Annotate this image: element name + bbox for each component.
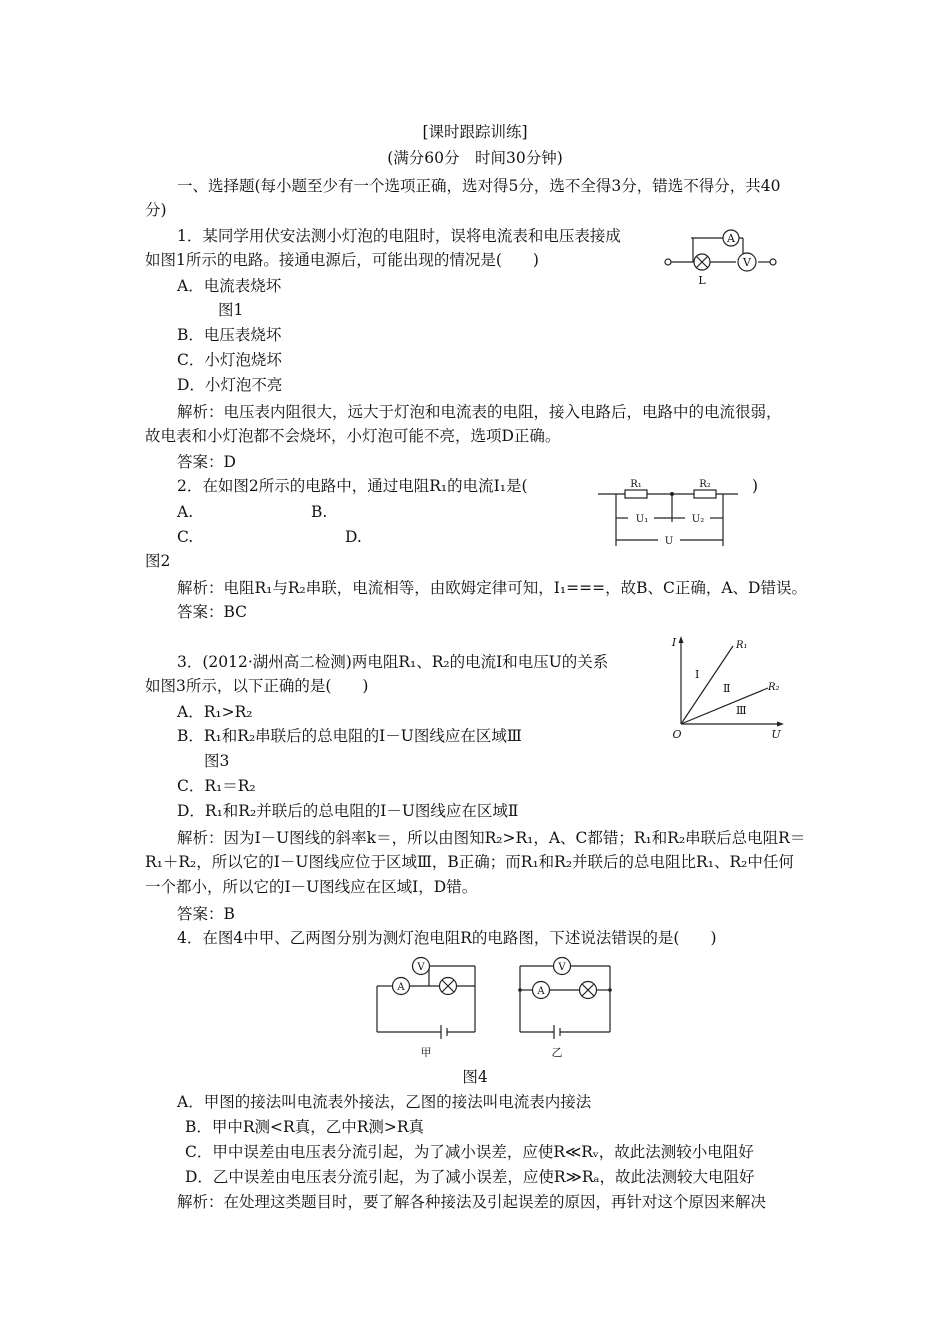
q4-option-c: C．甲中误差由电压表分流引起，为了减小误差，应使R≪Rᵥ，故此法测较小电阻好 (185, 1143, 754, 1161)
axis-u-label: U (771, 728, 781, 741)
voltmeter-jia-label: V (417, 962, 425, 973)
q3-figure-caption: 图3 (204, 752, 230, 770)
q3-option-d: D．R₁和R₂并联后的总电阻的I－U图线应在区域Ⅱ (177, 802, 519, 820)
circuit-yi-label: 乙 (551, 1046, 563, 1059)
voltmeter-jia-icon (413, 958, 430, 975)
figure-2-circuit (598, 476, 748, 548)
origin-label: O (672, 728, 682, 741)
q4-option-d: D．乙中误差由电压表分流引起，为了减小误差，应使R≫Rₐ，故此法测较大电阻好 (185, 1168, 755, 1186)
axis-i-label: I (671, 636, 677, 649)
q4-explanation: 解析：在处理这类题目时，要了解各种接法及引起误差的原因，再针对这个原因来解决 (177, 1193, 767, 1211)
q1-explanation-cont: 故电表和小灯泡都不会烧坏，小灯泡可能不亮，选项D正确。 (145, 427, 561, 445)
figure-3-iu-graph (668, 632, 788, 742)
q3-explanation-cont2: 一个都小，所以它的I－U图线应在区域Ⅰ，D错。 (145, 878, 478, 896)
ammeter-jia-icon (393, 978, 410, 995)
figure-1-circuit (660, 222, 780, 288)
u-label: U (664, 536, 674, 547)
lamp-label: L (698, 274, 706, 287)
q1-figure-caption: 图1 (218, 301, 244, 319)
q2-explanation: 解析：电阻R₁与R₂串联，电流相等，由欧姆定律可知，I₁===，故B、C正确，A、D错误。 (177, 579, 807, 597)
lamp-icon (694, 254, 710, 270)
q3-answer: 答案：B (177, 905, 235, 923)
q2-option-d: D. (345, 528, 362, 546)
q1-option-a: A．电流表烧坏 (177, 277, 282, 295)
q3-option-b: B．R₁和R₂串联后的总电阻的I－U图线应在区域Ⅲ (177, 727, 522, 745)
q3-explanation: 解析：因为I－U图线的斜率k＝，所以由图知R₂>R₁，A、C都错；R₁和R₂串联后总电阻R＝ (177, 829, 806, 847)
circuit-jia (377, 958, 475, 1060)
q2-stem-close: ) (752, 477, 759, 495)
q4-stem: 4．在图4中甲、乙两图分别为测灯泡电阻R的电路图，下述说法错误的是( ) (177, 929, 717, 947)
q1-stem: 1．某同学用伏安法测小灯泡的电阻时，误将电流表和电压表接成 (177, 227, 621, 245)
q1-stem-cont: 如图1所示的电路。接通电源后，可能出现的情况是( ) (145, 251, 539, 269)
q1-option-b: B．电压表烧坏 (177, 326, 282, 344)
ammeter-yi-icon (533, 982, 550, 999)
section-heading: 一、选择题(每小题至少有一个选项正确，选对得5分，选不全得3分，错选不得分，共40 (177, 177, 781, 195)
resistor-r1-icon (625, 479, 647, 498)
voltmeter-yi-label: V (558, 962, 566, 973)
q1-answer: 答案：D (177, 453, 236, 471)
q3-stem: 3．(2012·湖州高二检测)两电阻R₁、R₂的电流I和电压U的关系 (177, 653, 609, 671)
q1-option-d: D．小灯泡不亮 (177, 376, 283, 394)
ammeter-yi-label: A (537, 986, 545, 997)
voltmeter-label: V (743, 256, 751, 269)
voltmeter-yi-icon (554, 958, 571, 975)
q1-option-c: C．小灯泡烧坏 (177, 351, 282, 369)
q3-option-c: C．R₁＝R₂ (177, 777, 256, 795)
region-1-label: Ⅰ (695, 668, 700, 681)
lamp-jia-icon (440, 978, 457, 995)
r1-label: R₁ (630, 479, 642, 490)
page-title: [课时跟踪训练] (422, 123, 528, 141)
u1-label: U₁ (635, 514, 649, 525)
r2-curve-label: R₂ (768, 682, 780, 693)
q2-option-b: B. (311, 503, 328, 521)
q2-figure-caption: 图2 (145, 552, 171, 570)
q2-answer: 答案：BC (177, 603, 248, 621)
q4-option-b: B．甲中R测<R真，乙中R测>R真 (185, 1118, 425, 1136)
q2-stem: 2．在如图2所示的电路中，通过电阻R₁的电流I₁是( (177, 477, 528, 495)
lamp-yi-icon (580, 982, 597, 999)
q3-option-a: A．R₁>R₂ (177, 703, 253, 721)
figure-4-circuits (370, 952, 620, 1062)
ammeter-jia-label: A (397, 982, 405, 993)
r2-label: R₂ (699, 479, 711, 490)
page-subtitle: (满分60分 时间30分钟) (387, 149, 563, 167)
u2-label: U₂ (691, 514, 705, 525)
circuit-yi (518, 958, 612, 1060)
q3-explanation-cont: R₁＋R₂，所以它的I－U图线应位于区域Ⅲ，B正确；而R₁和R₂并联后的总电阻比R₁、R₂中任何 (145, 853, 794, 871)
circuit-jia-label: 甲 (420, 1046, 432, 1059)
q4-option-a: A．甲图的接法叫电流表外接法，乙图的接法叫电流表内接法 (177, 1093, 592, 1111)
q1-explanation: 解析：电压表内阻很大，远大于灯泡和电流表的电阻，接入电路后，电路中的电流很弱， (177, 403, 782, 421)
ammeter-label: A (727, 232, 735, 245)
resistor-r2-icon (694, 479, 716, 498)
region-2-label: Ⅱ (723, 682, 731, 695)
q4-figure-caption: 图4 (462, 1068, 488, 1086)
r1-curve-label: R₁ (736, 640, 748, 651)
voltmeter-icon (738, 253, 756, 271)
q2-option-c: C. (177, 528, 194, 546)
q3-stem-cont: 如图3所示，以下正确的是( ) (145, 677, 369, 695)
section-heading-cont: 分) (145, 201, 167, 219)
q2-option-a: A. (177, 503, 194, 521)
ammeter-icon (723, 230, 739, 246)
region-3-label: Ⅲ (736, 704, 747, 717)
